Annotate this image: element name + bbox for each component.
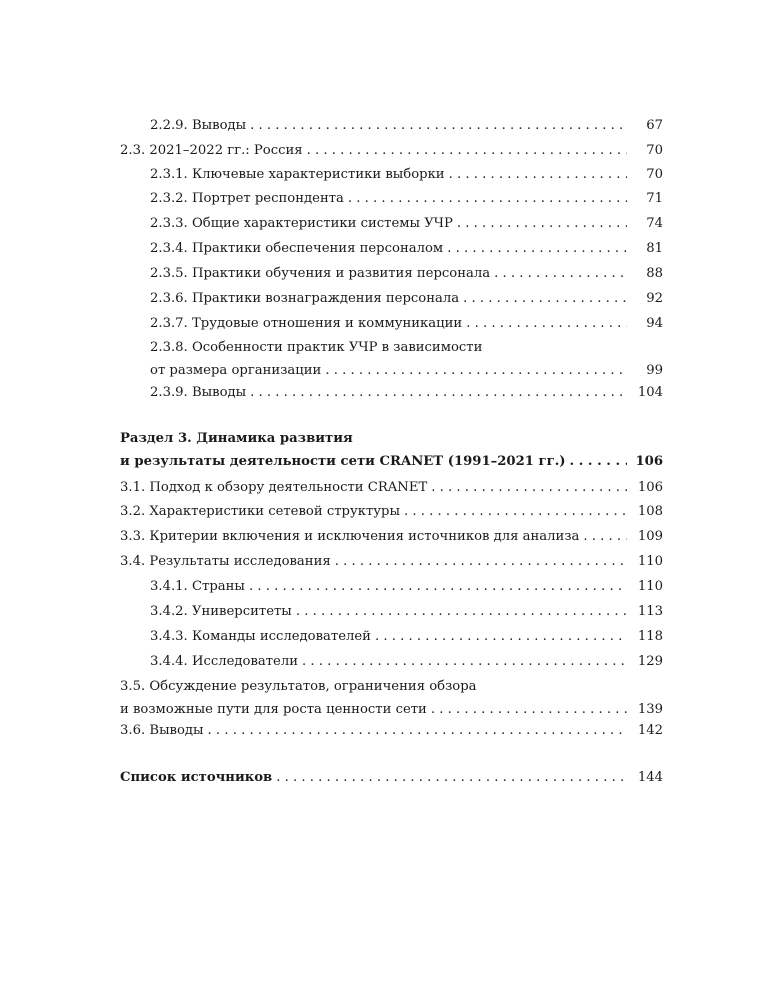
- toc-page-number: 81: [646, 241, 663, 256]
- toc-entry-title: 3.4. Результаты исследования: [120, 554, 331, 569]
- toc-page-number: 106: [637, 480, 663, 495]
- toc-entry-3-4-3[interactable]: [120, 625, 663, 648]
- dot-leader: [250, 381, 627, 404]
- toc-page-number: 144: [637, 770, 663, 785]
- toc-page-number: 74: [646, 216, 663, 231]
- toc-section-3[interactable]: [120, 427, 663, 473]
- toc-entry-title: 2.3. 2021–2022 гг.: Россия: [120, 143, 303, 158]
- toc-page-number: 71: [646, 191, 663, 206]
- dot-leader: [276, 766, 627, 789]
- toc-entry-title: 2.3.6. Практики вознаграждения персонала: [150, 291, 460, 306]
- toc-entry-title: 3.2. Характеристики сетевой структуры: [120, 504, 400, 519]
- toc-entry-title: 2.3.7. Трудовые отношения и коммуникации: [150, 316, 463, 331]
- toc-entry-3-6[interactable]: [120, 719, 663, 742]
- toc-page-number: 118: [637, 629, 663, 644]
- dot-leader: [307, 139, 627, 162]
- toc-page-number: 104: [637, 385, 663, 400]
- toc-entry-title: 3.4.4. Исследователи: [150, 654, 299, 669]
- toc-entry-2-3-5[interactable]: [120, 262, 663, 285]
- toc-entry-2-3[interactable]: [120, 139, 663, 162]
- dot-leader: [404, 500, 627, 523]
- toc-page-number: 94: [646, 316, 663, 331]
- toc-entry-title: Список источников: [120, 770, 273, 785]
- toc-entry-title: 3.3. Критерии включения и исключения источников для анализа: [120, 529, 580, 544]
- dot-leader: [302, 650, 627, 673]
- toc-page-number: 110: [637, 554, 663, 569]
- dot-leader: [463, 287, 627, 310]
- toc-entry-3-5[interactable]: [120, 675, 663, 721]
- toc-entry-title: 3.6. Выводы: [120, 723, 204, 738]
- toc-entry-title: 3.4.1. Страны: [150, 579, 245, 594]
- toc-page-number: 113: [637, 604, 663, 619]
- dot-leader: [494, 262, 627, 285]
- toc-entry-3-4-2[interactable]: [120, 600, 663, 623]
- toc-page-number: 88: [646, 266, 663, 281]
- toc-page-number: 106: [635, 454, 663, 469]
- toc-entry-title: 3.4.3. Команды исследователей: [150, 629, 371, 644]
- toc-entry-title: 2.3.4. Практики обеспечения персоналом: [150, 241, 444, 256]
- toc-page-number: 110: [637, 579, 663, 594]
- toc-entry-2-3-2[interactable]: [120, 187, 663, 210]
- toc-entry-title: 2.3.1. Ключевые характеристики выборки: [150, 167, 445, 182]
- toc-entry-3-4-4[interactable]: [120, 650, 663, 673]
- dot-leader: [348, 187, 627, 210]
- toc-entry-title: 2.3.3. Общие характеристики системы УЧР: [150, 216, 453, 231]
- toc-entry-title: 2.3.5. Практики обучения и развития персонала: [150, 266, 491, 281]
- toc-page-number: 70: [646, 143, 663, 158]
- toc-entry-title: 2.2.9. Выводы: [150, 118, 247, 133]
- toc-entry-3-3[interactable]: [120, 525, 663, 548]
- dot-leader: [296, 600, 627, 623]
- toc-entry-2-3-7[interactable]: [120, 312, 663, 335]
- toc-entry-2-3-6[interactable]: [120, 287, 663, 310]
- dot-leader: [250, 114, 627, 137]
- toc-page-number: 108: [637, 504, 663, 519]
- toc-entry-2-3-4[interactable]: [120, 237, 663, 260]
- toc-entry-title-line1: 2.3.8. Особенности практик УЧР в зависимости: [150, 340, 483, 355]
- toc-entry-title: 3.4.2. Университеты: [150, 604, 292, 619]
- toc-page-number: 99: [646, 363, 663, 378]
- toc-page-number: 92: [646, 291, 663, 306]
- toc-entry-2-3-3[interactable]: [120, 212, 663, 235]
- toc-entry-3-4-1[interactable]: [120, 575, 663, 598]
- toc-page-number: 129: [637, 654, 663, 669]
- toc-entry-title-line1: 3.5. Обсуждение результатов, ограничения обзора: [120, 679, 477, 694]
- toc-entry-2-3-9[interactable]: [120, 381, 663, 404]
- dot-leader: [375, 625, 627, 648]
- dot-leader: [249, 575, 627, 598]
- dot-leader: [570, 450, 627, 473]
- toc-entry-title: 2.3.2. Портрет респондента: [150, 191, 344, 206]
- toc-entry-2-3-1[interactable]: [120, 163, 663, 186]
- toc-entry-3-2[interactable]: [120, 500, 663, 523]
- toc-page-number: 67: [646, 118, 663, 133]
- toc-section-title-line2: и результаты деятельности сети CRANET (1991–2021 гг.): [120, 454, 566, 469]
- toc-entry-3-1[interactable]: [120, 476, 663, 499]
- dot-leader: [466, 312, 627, 335]
- dot-leader: [208, 719, 627, 742]
- toc-entry-title: 3.1. Подход к обзору деятельности CRANET: [120, 480, 428, 495]
- toc-entry-references[interactable]: [120, 766, 663, 789]
- toc-page-number: 109: [637, 529, 663, 544]
- toc-entry-title: 2.3.9. Выводы: [150, 385, 247, 400]
- dot-leader: [447, 237, 627, 260]
- dot-leader: [335, 550, 627, 573]
- dot-leader: [449, 163, 627, 186]
- dot-leader: [457, 212, 627, 235]
- dot-leader: [431, 476, 627, 499]
- toc-entry-title-line2: и возможные пути для роста ценности сети: [120, 702, 427, 717]
- toc-section-title-line1: Раздел 3. Динамика развития: [120, 431, 353, 446]
- toc-page-number: 139: [637, 702, 663, 717]
- dot-leader: [325, 359, 627, 382]
- dot-leader: [431, 698, 627, 721]
- toc-entry-2-2-9[interactable]: [120, 114, 663, 137]
- toc-page-number: 70: [646, 167, 663, 182]
- toc-entry-2-3-8[interactable]: [120, 336, 663, 382]
- toc-entry-3-4[interactable]: [120, 550, 663, 573]
- dot-leader: [583, 525, 627, 548]
- toc-entry-title-line2: от размера организации: [150, 363, 322, 378]
- toc-page-number: 142: [637, 723, 663, 738]
